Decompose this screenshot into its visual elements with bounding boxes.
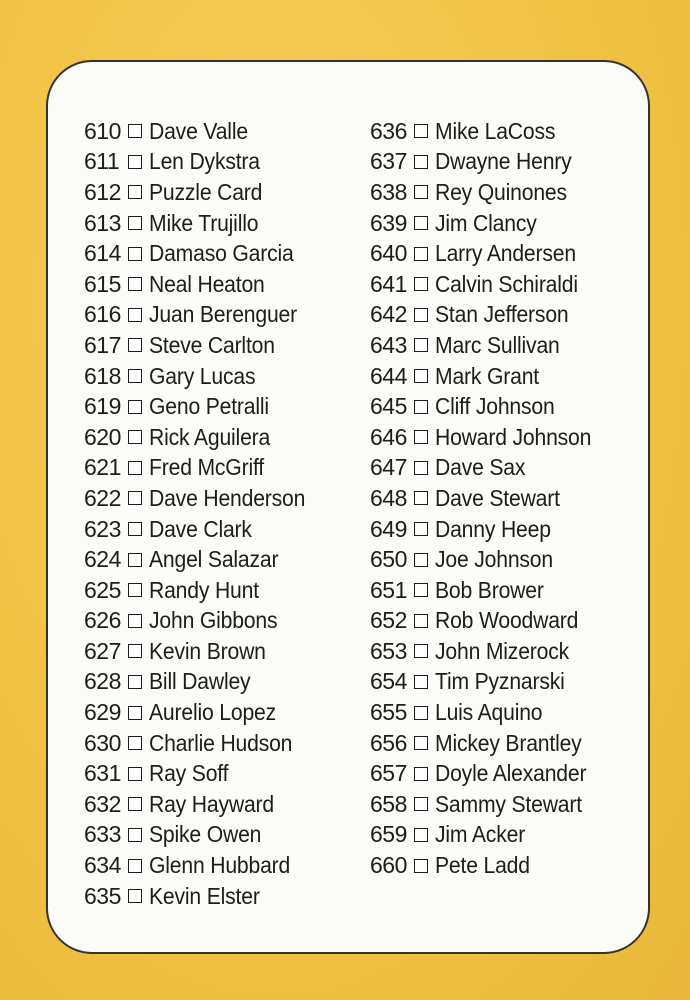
checklist-row	[370, 300, 605, 331]
checklist-row	[84, 575, 319, 606]
player-name: Rick Aguilera	[149, 423, 271, 450]
checkbox[interactable]	[128, 308, 142, 322]
player-name: Angel Salazar	[149, 546, 279, 573]
checkbox[interactable]	[128, 461, 142, 475]
checkbox[interactable]	[414, 185, 428, 199]
player-name: Randy Hunt	[149, 576, 259, 603]
card-number: 658	[370, 790, 407, 817]
checkbox[interactable]	[414, 614, 428, 628]
checkbox[interactable]	[128, 614, 142, 628]
card-number: 618	[84, 362, 121, 389]
player-name: Mickey Brantley	[435, 729, 582, 756]
card-number: 647	[370, 454, 407, 481]
checklist-row	[370, 177, 605, 208]
checkbox[interactable]	[414, 308, 428, 322]
checkbox[interactable]	[414, 247, 428, 261]
checklist-row	[84, 453, 319, 484]
player-name: Larry Andersen	[435, 240, 576, 267]
checklist-row	[84, 514, 319, 545]
checklist-row	[370, 789, 605, 820]
player-name: Ray Hayward	[149, 790, 274, 817]
checkbox[interactable]	[128, 675, 142, 689]
player-name: Marc Sullivan	[435, 331, 560, 358]
checkbox[interactable]	[414, 859, 428, 873]
player-name: Damaso Garcia	[149, 240, 294, 267]
card-number: 656	[370, 729, 407, 756]
checkbox[interactable]	[414, 828, 428, 842]
checkbox[interactable]	[128, 247, 142, 261]
card-number: 636	[370, 117, 407, 144]
card-number: 614	[84, 240, 121, 267]
checklist-row	[84, 544, 319, 575]
checkbox[interactable]	[128, 889, 142, 903]
player-name: Mark Grant	[435, 362, 539, 389]
checklist-row	[84, 422, 319, 453]
checklist-row	[84, 636, 319, 667]
card-number: 630	[84, 729, 121, 756]
card-number: 637	[370, 148, 407, 175]
checkbox[interactable]	[414, 369, 428, 383]
card-number: 638	[370, 178, 407, 205]
checklist-row	[370, 697, 605, 728]
player-name: Tim Pyznarski	[435, 668, 565, 695]
card-number: 652	[370, 607, 407, 634]
card-number: 611	[84, 148, 120, 175]
checklist-row	[370, 667, 605, 698]
card-number: 650	[370, 546, 407, 573]
checkbox[interactable]	[414, 797, 428, 811]
player-name: Bill Dawley	[149, 668, 251, 695]
player-name: John Mizerock	[435, 637, 570, 664]
checkbox[interactable]	[414, 767, 428, 781]
checklist-row	[370, 514, 605, 545]
card-number: 634	[84, 852, 121, 879]
card-number: 651	[370, 576, 407, 603]
checklist-row	[84, 330, 319, 361]
card-number: 640	[370, 240, 407, 267]
checkbox[interactable]	[414, 277, 428, 291]
checklist-row	[84, 881, 319, 912]
player-name: Fred McGriff	[149, 454, 264, 481]
card-number: 629	[84, 699, 121, 726]
player-name: Ray Soff	[149, 760, 229, 787]
card-number: 615	[84, 270, 121, 297]
checkbox[interactable]	[414, 553, 428, 567]
checkbox[interactable]	[414, 400, 428, 414]
card-number: 624	[84, 546, 121, 573]
card-number: 641	[370, 270, 407, 297]
card-number: 646	[370, 423, 407, 450]
checklist-row	[84, 820, 319, 851]
card-number: 657	[370, 760, 407, 787]
player-name: Geno Petralli	[149, 393, 269, 420]
checklist-row	[84, 147, 319, 178]
checklist-row	[84, 606, 319, 637]
card-number: 635	[84, 882, 121, 909]
checkbox[interactable]	[414, 216, 428, 230]
player-name: Kevin Brown	[149, 637, 266, 664]
card-number: 633	[84, 821, 121, 848]
card-number: 644	[370, 362, 407, 389]
card-number: 654	[370, 668, 407, 695]
checklist-row	[370, 820, 605, 851]
checklist-row	[370, 606, 605, 637]
card-number: 616	[84, 301, 121, 328]
checkbox[interactable]	[128, 216, 142, 230]
checklist-row	[84, 361, 319, 392]
player-name: Dave Valle	[149, 117, 248, 144]
card-number: 655	[370, 699, 407, 726]
checklist-row	[84, 483, 319, 514]
checkbox[interactable]	[128, 736, 142, 750]
checklist-row	[370, 147, 605, 178]
player-name: Puzzle Card	[149, 178, 263, 205]
checklist-row	[84, 758, 319, 789]
checkbox[interactable]	[128, 583, 142, 597]
checkbox[interactable]	[128, 124, 142, 138]
player-name: Luis Aquino	[435, 699, 543, 726]
player-name: Calvin Schiraldi	[435, 270, 578, 297]
player-name: Dwayne Henry	[435, 148, 572, 175]
player-name: Jim Clancy	[435, 209, 537, 236]
card-number: 660	[370, 852, 407, 879]
checkbox[interactable]	[128, 706, 142, 720]
player-name: Pete Ladd	[435, 852, 530, 879]
player-name: Stan Jefferson	[435, 301, 569, 328]
card-number: 628	[84, 668, 121, 695]
card-number: 653	[370, 637, 407, 664]
player-name: Sammy Stewart	[435, 790, 582, 817]
checklist-row	[370, 544, 605, 575]
card-number: 645	[370, 393, 407, 420]
player-name: Rey Quinones	[435, 178, 567, 205]
checklist-row	[370, 116, 605, 147]
checkbox[interactable]	[128, 400, 142, 414]
card-number: 625	[84, 576, 121, 603]
checklist-row	[370, 269, 605, 300]
player-name: Mike Trujillo	[149, 209, 259, 236]
card-number: 613	[84, 209, 121, 236]
player-name: Doyle Alexander	[435, 760, 587, 787]
checkbox[interactable]	[128, 828, 142, 842]
card-number: 642	[370, 301, 407, 328]
card-number: 632	[84, 790, 121, 817]
player-name: Neal Heaton	[149, 270, 265, 297]
checklist-row	[84, 789, 319, 820]
player-name: Jim Acker	[435, 821, 526, 848]
card-number: 612	[84, 178, 121, 205]
checkbox[interactable]	[128, 767, 142, 781]
player-name: Juan Berenguer	[149, 301, 298, 328]
player-name: Dave Sax	[435, 454, 526, 481]
player-name: Rob Woodward	[435, 607, 579, 634]
card-number: 643	[370, 331, 407, 358]
checklist-row	[370, 483, 605, 514]
checklist-row	[84, 300, 319, 331]
checklist-row	[370, 758, 605, 789]
checklist-row	[84, 177, 319, 208]
checkbox[interactable]	[128, 185, 142, 199]
checklist-row	[370, 453, 605, 484]
player-name: Mike LaCoss	[435, 117, 556, 144]
player-name: Len Dykstra	[149, 148, 260, 175]
checkbox[interactable]	[414, 491, 428, 505]
player-name: Gary Lucas	[149, 362, 256, 389]
checklist-row	[370, 208, 605, 239]
checklist-row	[370, 575, 605, 606]
checkbox[interactable]	[414, 461, 428, 475]
checkbox[interactable]	[414, 338, 428, 352]
checkbox[interactable]	[128, 859, 142, 873]
checkbox[interactable]	[414, 736, 428, 750]
checkbox[interactable]	[128, 155, 142, 169]
player-name: Kevin Elster	[149, 882, 260, 909]
checklist-row	[370, 391, 605, 422]
checkbox[interactable]	[128, 338, 142, 352]
checkbox[interactable]	[128, 491, 142, 505]
card-number: 617	[84, 331, 121, 358]
checklist-panel	[46, 60, 650, 954]
player-name: Joe Johnson	[435, 546, 553, 573]
player-name: Dave Henderson	[149, 484, 306, 511]
checkbox[interactable]	[128, 430, 142, 444]
card-number: 619	[84, 393, 121, 420]
checklist-row	[84, 850, 319, 881]
checkbox[interactable]	[128, 369, 142, 383]
checkbox[interactable]	[414, 124, 428, 138]
checklist-row	[370, 238, 605, 269]
card-number: 627	[84, 637, 121, 664]
player-name: Dave Stewart	[435, 484, 560, 511]
checklist-row	[84, 269, 319, 300]
checklist-row	[370, 850, 605, 881]
checklist-row	[84, 667, 319, 698]
checklist-row	[370, 728, 605, 759]
checkbox[interactable]	[128, 644, 142, 658]
player-name: Cliff Johnson	[435, 393, 555, 420]
checkbox[interactable]	[128, 797, 142, 811]
checkbox[interactable]	[414, 675, 428, 689]
checklist-row	[370, 636, 605, 667]
card-number: 610	[84, 117, 121, 144]
checklist-row	[84, 116, 319, 147]
card-number: 622	[84, 484, 121, 511]
checkbox[interactable]	[128, 277, 142, 291]
player-name: Spike Owen	[149, 821, 262, 848]
player-name: John Gibbons	[149, 607, 278, 634]
checklist-row	[370, 422, 605, 453]
player-name: Danny Heep	[435, 515, 551, 542]
card-number: 626	[84, 607, 121, 634]
checklist-row	[84, 208, 319, 239]
checkbox[interactable]	[414, 522, 428, 536]
player-name: Dave Clark	[149, 515, 252, 542]
checklist-left-column	[84, 116, 319, 911]
card-number: 623	[84, 515, 121, 542]
player-name: Glenn Hubbard	[149, 852, 291, 879]
card-number: 659	[370, 821, 407, 848]
checkbox[interactable]	[128, 553, 142, 567]
checkbox[interactable]	[414, 706, 428, 720]
card-number: 639	[370, 209, 407, 236]
player-name: Steve Carlton	[149, 331, 275, 358]
checklist-row	[84, 391, 319, 422]
player-name: Charlie Hudson	[149, 729, 293, 756]
card-number: 620	[84, 423, 121, 450]
player-name: Bob Brower	[435, 576, 544, 603]
player-name: Howard Johnson	[435, 423, 592, 450]
checkbox[interactable]	[128, 522, 142, 536]
checkbox[interactable]	[414, 644, 428, 658]
player-name: Aurelio Lopez	[149, 699, 277, 726]
checklist-row	[84, 697, 319, 728]
card-number: 649	[370, 515, 407, 542]
checkbox[interactable]	[414, 155, 428, 169]
card-number: 621	[84, 454, 121, 481]
checklist-row	[84, 238, 319, 269]
card-number: 648	[370, 484, 407, 511]
checkbox[interactable]	[414, 430, 428, 444]
checklist-right-column	[370, 116, 605, 881]
checklist-row	[370, 330, 605, 361]
checklist-row	[84, 728, 319, 759]
card-number: 631	[84, 760, 121, 787]
checklist-row	[370, 361, 605, 392]
checkbox[interactable]	[414, 583, 428, 597]
